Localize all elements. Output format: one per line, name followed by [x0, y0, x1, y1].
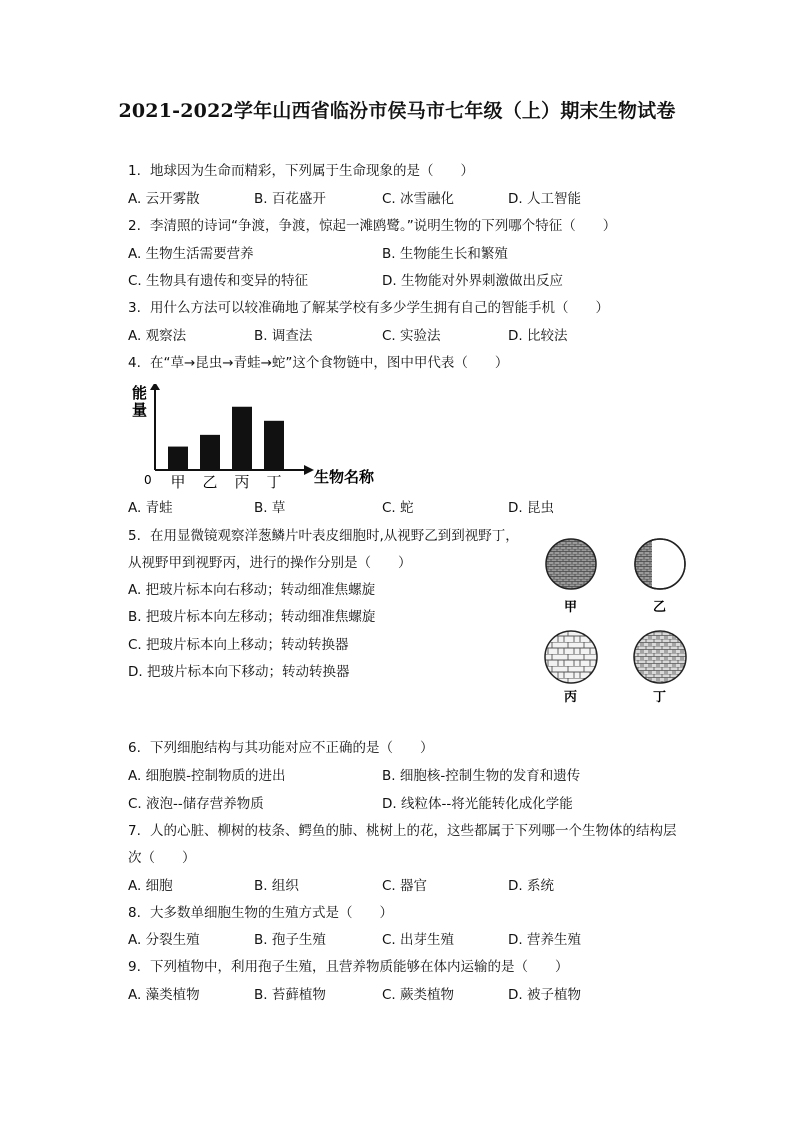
question-1-text: 地球因为生命而精彩，下列属于生命现象的是（ ）	[150, 163, 474, 179]
question-9-option-d: D. 被子植物	[508, 987, 581, 1003]
question-2-option-d: D. 生物能对外界刺激做出反应	[382, 273, 563, 289]
question-3-text: 用什么方法可以较准确地了解某学校有多少学生拥有自己的智能手机（ ）	[150, 300, 609, 316]
question-1-option-c: C. 冰雪融化	[382, 191, 455, 207]
question-5-option-a: A. 把玻片标本向右移动；转动细准焦螺旋	[128, 582, 376, 598]
chart-bar-3	[232, 407, 252, 470]
question-5-text-line2: 从视野甲到视野丙，进行的操作分别是（ ）	[128, 555, 412, 571]
view-ding	[634, 631, 686, 704]
question-7-option-b: B. 组织	[254, 878, 299, 894]
microscope-views-figure	[530, 534, 700, 708]
question-8-text: 大多数单细胞生物的生殖方式是（ ）	[150, 905, 393, 921]
chart-category-label-3: 丙	[234, 473, 250, 491]
view-yi-label: 乙	[653, 600, 667, 615]
question-9-text: 下列植物中，利用孢子生殖，且营养物质能够在体内运输的是（ ）	[150, 959, 569, 975]
question-7-text-line2: 次（ ）	[128, 850, 196, 866]
chart-origin-label: 0	[144, 473, 152, 487]
question-2-number: 2.	[128, 218, 141, 234]
question-5-option-b: B. 把玻片标本向左移动；转动细准焦螺旋	[128, 609, 376, 625]
question-6-option-c: C. 液泡--储存营养物质	[128, 796, 264, 812]
chart-y-arrow	[150, 384, 160, 390]
question-6-option-b: B. 细胞核-控制生物的发育和遗传	[382, 768, 581, 784]
question-5-text: 在用显微镜观察洋葱鳞片叶表皮细胞时,从视野乙到到视野丁，	[150, 528, 519, 544]
question-2-option-a: A. 生物生活需要营养	[128, 246, 254, 262]
chart-bar-4	[264, 421, 284, 470]
chart-category-label-1: 甲	[170, 473, 186, 491]
question-7-option-a: A. 细胞	[128, 878, 173, 894]
question-6-number: 6.	[128, 740, 141, 756]
chart-category-label-4: 丁	[266, 473, 282, 491]
question-9-option-a: A. 藻类植物	[128, 987, 200, 1003]
view-jia	[546, 539, 596, 615]
question-3-option-a: A. 观察法	[128, 328, 187, 344]
page-title: 2021-2022学年山西省临汾市侯马市七年级（上）期末生物试卷	[118, 100, 676, 122]
question-4-number: 4.	[128, 355, 141, 371]
question-8-number: 8.	[128, 905, 141, 921]
question-4-option-a: A. 青蛙	[128, 500, 173, 516]
energy-chart-svg	[128, 384, 428, 494]
view-jia-label: 甲	[564, 600, 578, 615]
question-3-number: 3.	[128, 300, 141, 316]
question-5-option-d: D. 把玻片标本向下移动；转动转换器	[128, 664, 350, 680]
chart-x-arrow	[304, 465, 314, 475]
chart-ylabel-char-1: 能	[132, 384, 148, 402]
question-9-option-c: C. 蕨类植物	[382, 987, 455, 1003]
question-1-option-d: D. 人工智能	[508, 191, 581, 207]
chart-category-label-2: 乙	[202, 473, 218, 491]
question-3-option-b: B. 调查法	[254, 328, 313, 344]
question-6-option-a: A. 细胞膜-控制物质的进出	[128, 768, 286, 784]
question-5-option-c: C. 把玻片标本向上移动；转动转换器	[128, 637, 349, 653]
question-7-text: 人的心脏、柳树的枝条、鳄鱼的肺、桃树上的花，这些都属于下列哪一个生物体的结构层	[150, 823, 677, 839]
chart-xlabel: 生物名称	[314, 468, 375, 486]
question-1-option-a: A. 云开雾散	[128, 191, 200, 207]
question-5-number: 5.	[128, 528, 141, 544]
question-7-number: 7.	[128, 823, 141, 839]
question-8-option-a: A. 分裂生殖	[128, 932, 200, 948]
question-2-option-c: C. 生物具有遗传和变异的特征	[128, 273, 309, 289]
question-9-number: 9.	[128, 959, 141, 975]
view-bing-label: 丙	[564, 690, 578, 704]
question-2-option-b: B. 生物能生长和繁殖	[382, 246, 508, 262]
question-4-option-b: B. 草	[254, 500, 286, 516]
chart-bar-1	[168, 447, 188, 470]
question-3-option-d: D. 比较法	[508, 328, 568, 344]
question-6-option-d: D. 线粒体--将光能转化成化学能	[382, 796, 573, 812]
energy-bar-chart	[128, 384, 428, 498]
question-9-option-b: B. 苔藓植物	[254, 987, 326, 1003]
question-1-number: 1.	[128, 163, 141, 179]
chart-bar-2	[200, 435, 220, 470]
question-2-text: 李清照的诗词“争渡，争渡，惊起一滩鸥鹭。”说明生物的下列哪个特征（ ）	[150, 218, 617, 234]
view-ding-label: 丁	[653, 690, 667, 704]
microscope-views-svg	[530, 534, 700, 704]
question-6-text: 下列细胞结构与其功能对应不正确的是（ ）	[150, 740, 434, 756]
question-8-option-c: C. 出芽生殖	[382, 932, 455, 948]
question-7-option-d: D. 系统	[508, 878, 554, 894]
question-8-option-b: B. 孢子生殖	[254, 932, 326, 948]
question-8-option-d: D. 营养生殖	[508, 932, 581, 948]
question-7-option-c: C. 器官	[382, 878, 428, 894]
question-3-option-c: C. 实验法	[382, 328, 441, 344]
question-4-option-d: D. 昆虫	[508, 500, 554, 516]
view-yi	[630, 534, 685, 615]
view-bing	[545, 631, 597, 704]
chart-ylabel-char-2: 量	[132, 401, 148, 419]
question-4-option-c: C. 蛇	[382, 500, 414, 516]
question-1-option-b: B. 百花盛开	[254, 191, 326, 207]
question-4-text: 在“草→昆虫→青蛙→蛇”这个食物链中，图中甲代表（ ）	[150, 355, 509, 371]
